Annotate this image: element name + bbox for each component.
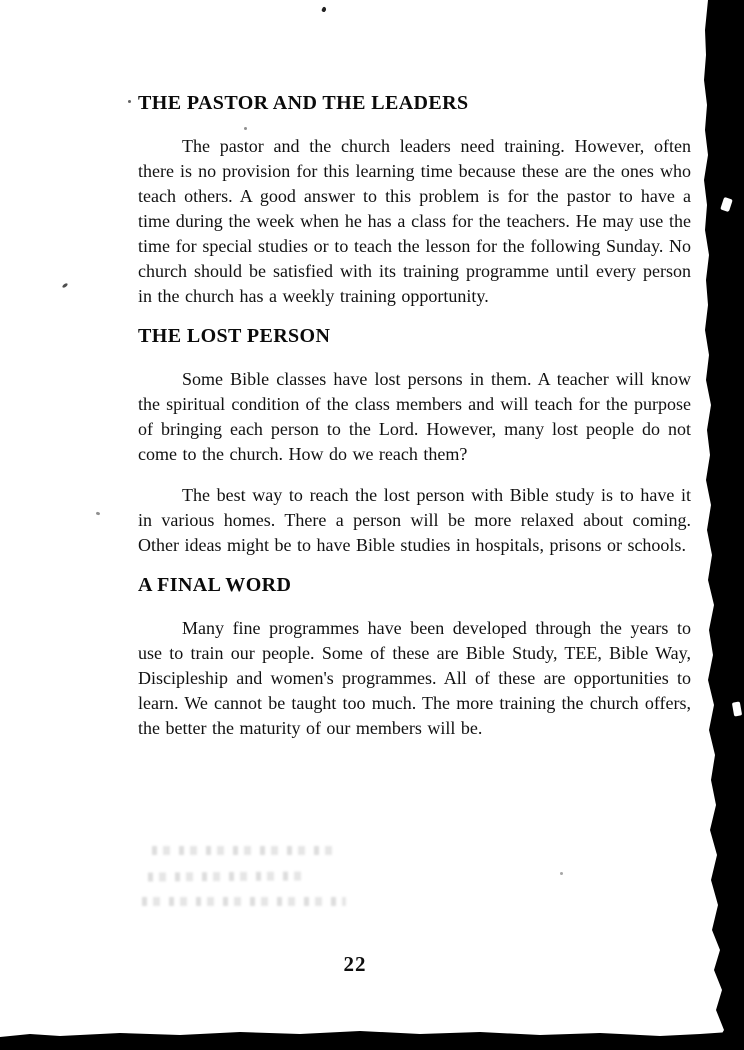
paragraph: The best way to reach the lost person with Bible study is to have it in various homes. There a person will be more relaxed about coming. Other ideas might be to have Bible studies in hospitals, prisons or schools. [138, 485, 691, 555]
paragraph: Some Bible classes have lost persons in them. A teacher will know the spiritual condition of the class members and will teach for the purpose of bringing each person to the Lord. However, many lost people do not come to the church. How do we reach them? [138, 369, 691, 464]
section-lost-person [138, 325, 691, 558]
scan-edge-bottom [0, 1031, 744, 1050]
paragraph: Many fine programmes have been developed through the years to use to train our people. Some of these are Bible Study, TEE, Bible Way, Discipleship and women's programmes. All of these are opportunities to learn. We cannot be taught too much. The more training the church offers, the better the maturity of our members will be. [138, 618, 691, 738]
section-final-word [138, 574, 691, 741]
section-heading: THE LOST PERSON [138, 325, 331, 347]
paragraph: The pastor and the church leaders need training. However, often there is no provision for this learning time because these are the ones who teach others. A good answer to this problem is for the pastor to have a time during the week when he has a class for the teachers. He may use the time for special studies or to teach the lesson for the following Sunday. No church should be satisfied with its training programme until every person in the church has a weekly training opportunity. [138, 136, 691, 306]
section-heading: A FINAL WORD [138, 574, 292, 596]
section-pastor-and-leaders [138, 92, 691, 309]
scan-speck [700, 1019, 713, 1028]
section-heading: THE PASTOR AND THE LEADERS [138, 92, 469, 114]
bleed-through-smudge [148, 871, 310, 881]
ink-speck [128, 100, 131, 103]
ink-speck [321, 6, 327, 12]
scan-edge-right [702, 0, 744, 1050]
ink-speck [62, 283, 69, 289]
page-number: 22 [343, 952, 367, 976]
ink-speck [244, 127, 247, 130]
bleed-through-smudge [152, 846, 334, 855]
ink-speck [96, 511, 101, 515]
text-block [138, 92, 691, 757]
ink-speck [560, 872, 563, 875]
bleed-through-smudge [142, 897, 346, 906]
